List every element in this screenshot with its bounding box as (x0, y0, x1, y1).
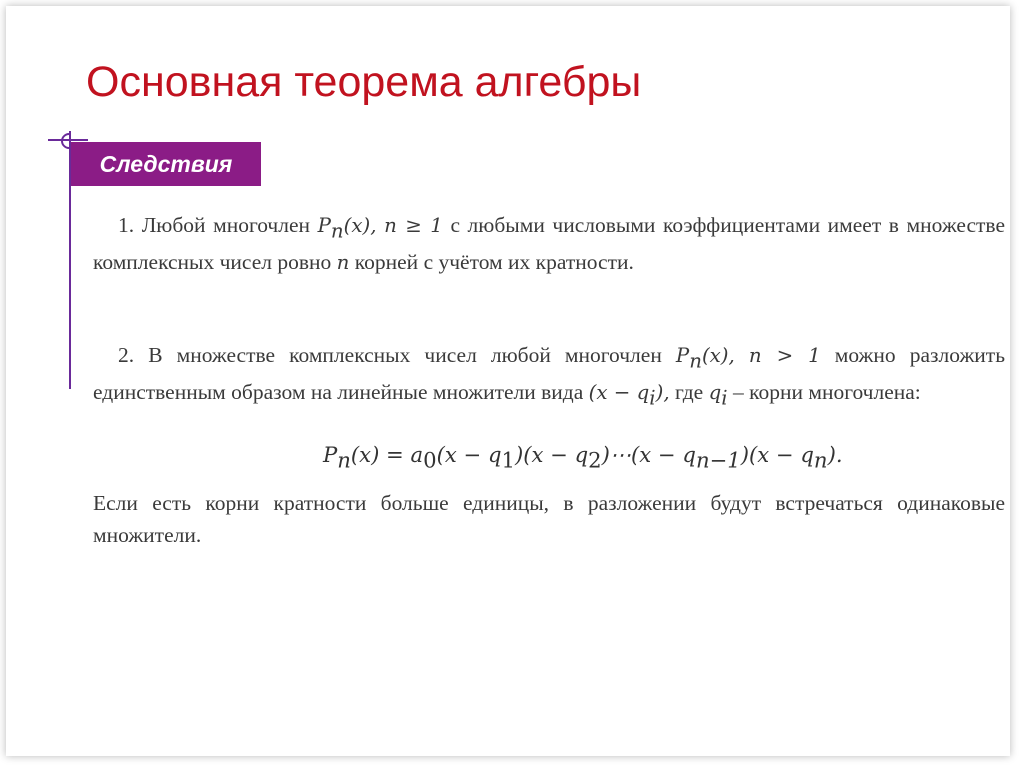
corollary-2-factor-end: ), (655, 380, 670, 404)
corollary-1-number: 1. (118, 213, 135, 237)
corollary-2-text-c: где (675, 379, 704, 404)
corollary-2-text-a: В множестве комплексных чисел любой многочлен (148, 343, 662, 367)
corollary-2-factor-sub: i (649, 386, 656, 410)
formula-factor-4: )(x − q (740, 442, 814, 467)
corollary-2-factor: (x − q (588, 380, 650, 404)
slide-title: Основная теорема алгебры (86, 58, 642, 106)
corollary-2-poly-arg: (x), (701, 344, 735, 367)
formula-factor-2: )(x − q (514, 442, 589, 467)
multiplicity-note: Если есть корни кратности больше единицы, в разложении будут встречаться одинаковые множители. (93, 491, 1005, 548)
formula-factor-3-sub: n−1 (695, 447, 741, 473)
slide (6, 6, 1010, 756)
corollary-1-text-a: Любой многочлен (141, 213, 311, 237)
corollary-1-poly-sub: n (330, 219, 344, 243)
formula-end: ). (827, 442, 843, 467)
corollary-2-poly: P (675, 344, 690, 367)
corollary-2-poly-sub: n (689, 349, 702, 373)
formula-lhs-arg: (x) = a (350, 442, 424, 467)
factorization-formula (323, 442, 843, 473)
corollary-2-number: 2. (118, 343, 135, 367)
formula-factor-2-sub: 2 (588, 447, 602, 473)
formula-factor-1-sub: 1 (501, 447, 515, 473)
formula-lhs: P (323, 442, 338, 467)
formula-factor-1: (x − q (436, 442, 502, 467)
corollary-1-n: n (336, 250, 350, 274)
corollary-2 (93, 339, 1005, 413)
corollary-1-condition: n ≥ 1 (384, 214, 443, 237)
corollary-2-text-b: можно разложить единственным образом на линейные множители вида (93, 343, 1006, 404)
formula-lhs-sub: n (337, 447, 351, 473)
formula-factor-4-sub: n (813, 447, 828, 473)
section-badge: Следствия (71, 142, 261, 186)
formula-a-sub: 0 (423, 447, 437, 473)
corollary-2-condition: n > 1 (748, 344, 821, 367)
corollary-2-text-d: – корни многочлена: (732, 379, 921, 404)
corollary-1-text-c: корней с учётом их кратности. (354, 249, 634, 274)
corollary-1-text-b: с любыми числовыми коэффициентами имеет в множестве комплексных чисел ровно (93, 213, 1005, 274)
corollary-2-q: q (708, 380, 722, 404)
corollary-1 (93, 209, 1005, 278)
corollary-1-poly: P (317, 214, 331, 237)
corollary-2-q-sub: i (721, 386, 728, 410)
corollary-1-poly-arg: (x), (343, 214, 377, 237)
formula-factor-3: )⋯(x − q (601, 442, 696, 467)
